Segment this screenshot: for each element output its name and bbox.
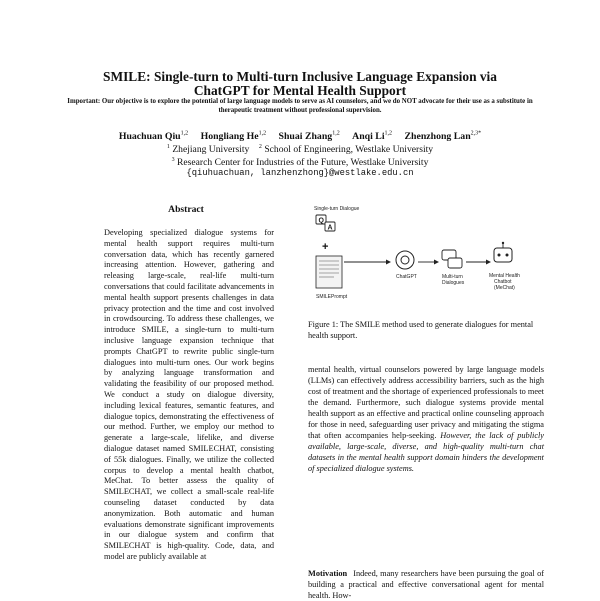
author-email: {qiuhuachuan, lanzhenzhong}@westlake.edu.cn (186, 168, 414, 178)
paper-title-line-2: ChatGPT for Mental Health Support (193, 83, 407, 98)
abstract-heading: Abstract (168, 204, 204, 215)
figure-1 (308, 204, 544, 310)
figure-caption: Figure 1: The SMILE method used to generate dialogues for mental health support. (308, 320, 534, 340)
svg-text:A: A (327, 224, 333, 232)
chatgpt-icon (396, 251, 414, 269)
dialogue-icon (316, 215, 335, 232)
body-text-italic: However, the lack of publicly available, large-scale, diverse, and high-quality multi-turn chat datasets in the mental health support domain hinders the development of specialized dialogue systems. (308, 431, 544, 473)
svg-text:Q: Q (318, 217, 324, 225)
smile-prompt-label: SMILEPrompt (316, 294, 348, 300)
single-turn-label: Single-turn Dialogue (314, 206, 360, 212)
body-text: mental health, virtual counselors powered by large language models (LLMs) can effectively address accessibility barriers, such as the high cost of treatment and the shortage of experienced professionals to meet the demand. Furthermore, such dialogue systems provide mental health support as an effective and practical online counseling approach for those in need, safeguarding user privacy and mitigating the stigma that often accompanies help-seeking. (308, 365, 544, 440)
chatbot-label-1: Mental Health (489, 273, 520, 279)
motivation-paragraph (308, 568, 544, 601)
chatbot-icon (494, 242, 512, 262)
author: Anqi Li$^{1,2}$ (352, 131, 393, 143)
author: Shuai Zhang$^{1,2}$ (278, 131, 340, 143)
arrow-head (386, 260, 391, 265)
prompt-document-icon (316, 256, 342, 288)
multi-turn-label-2: Dialogues (442, 280, 465, 286)
chatbot-label-2: Chatbot (494, 279, 512, 285)
abstract-text: Developing specialized dialogue systems for mental health support requires multi-turn conversation data, which has recently garnered increasing attention. However, gathering and releasing large-scale, real-life multi-turn conversations that could facilitate advancements in mental health support presents challenges in data privacy protection and the time and cost involved in crowdsourcing. To address these challenges, we introduce SMILE, a single-turn to multi-turn inclusive language expansion technique that prompts ChatGPT to rewrite public single-turn dialogues into multi-turn ones. Our work begins by analyzing language transformation and validating the feasibility of our proposed method. We conduct a study on dialogue diversity, including lexical features, semantic features, and dialogue topics, demonstrating the effectiveness of our method. Further, we employ our method to generate a large-scale, lifelike, and diverse dialogue dataset named SMILECHAT, consisting of 55k dialogues. Finally, we utilize the collected corpus to develop a mental health chatbot, MeChat. To better assess the quality of SMILECHAT, we collect a small-scale real-life counseling dataset conducted by data anonymization. Both automatic and human evaluations demonstrate significant improvements in our dialogue system and confirm that SMILECHAT is high-quality. Code, data, and model are publicly available at (104, 228, 274, 561)
author: Zhenzhong Lan$^{2,3*}$ (404, 131, 482, 143)
motivation-heading: Motivation (308, 569, 348, 578)
smile-method-diagram (308, 204, 544, 310)
chatbot-label-3: (MeChat) (494, 285, 515, 291)
affiliations-line-2: $^3$ Research Center for Industries of the Future, Westlake University (171, 157, 429, 169)
multi-turn-label-1: Multi-turn (442, 274, 463, 280)
chatgpt-label: ChatGPT (396, 274, 417, 280)
plus-sign: + (322, 241, 329, 253)
body-paragraph (308, 364, 544, 474)
arrow-head (486, 260, 491, 265)
paper-title-line-1: SMILE: Single-turn to Multi-turn Inclusive Language Expansion via (103, 69, 497, 84)
author: Huachuan Qiu$^{1,2}$ (118, 131, 189, 143)
affiliations-line-1: $^1$ Zhejiang University $^2$ School of Engineering, Westlake University (166, 144, 434, 156)
important-notice: Important: Our objective is to explore the potential of large language models to serve as AI counselors, and we do NOT advocate for their use as a substitute in therapeutic treatment without professional supervision. (67, 98, 533, 114)
author: Hongliang He$^{1,2}$ (200, 131, 267, 143)
arrow-head (434, 260, 439, 265)
multi-turn-dialogue-icon (442, 250, 462, 268)
motivation-text: Indeed, many researchers have been pursuing the goal of building a practical and effective conversational agent for mental health. How- (308, 569, 544, 600)
